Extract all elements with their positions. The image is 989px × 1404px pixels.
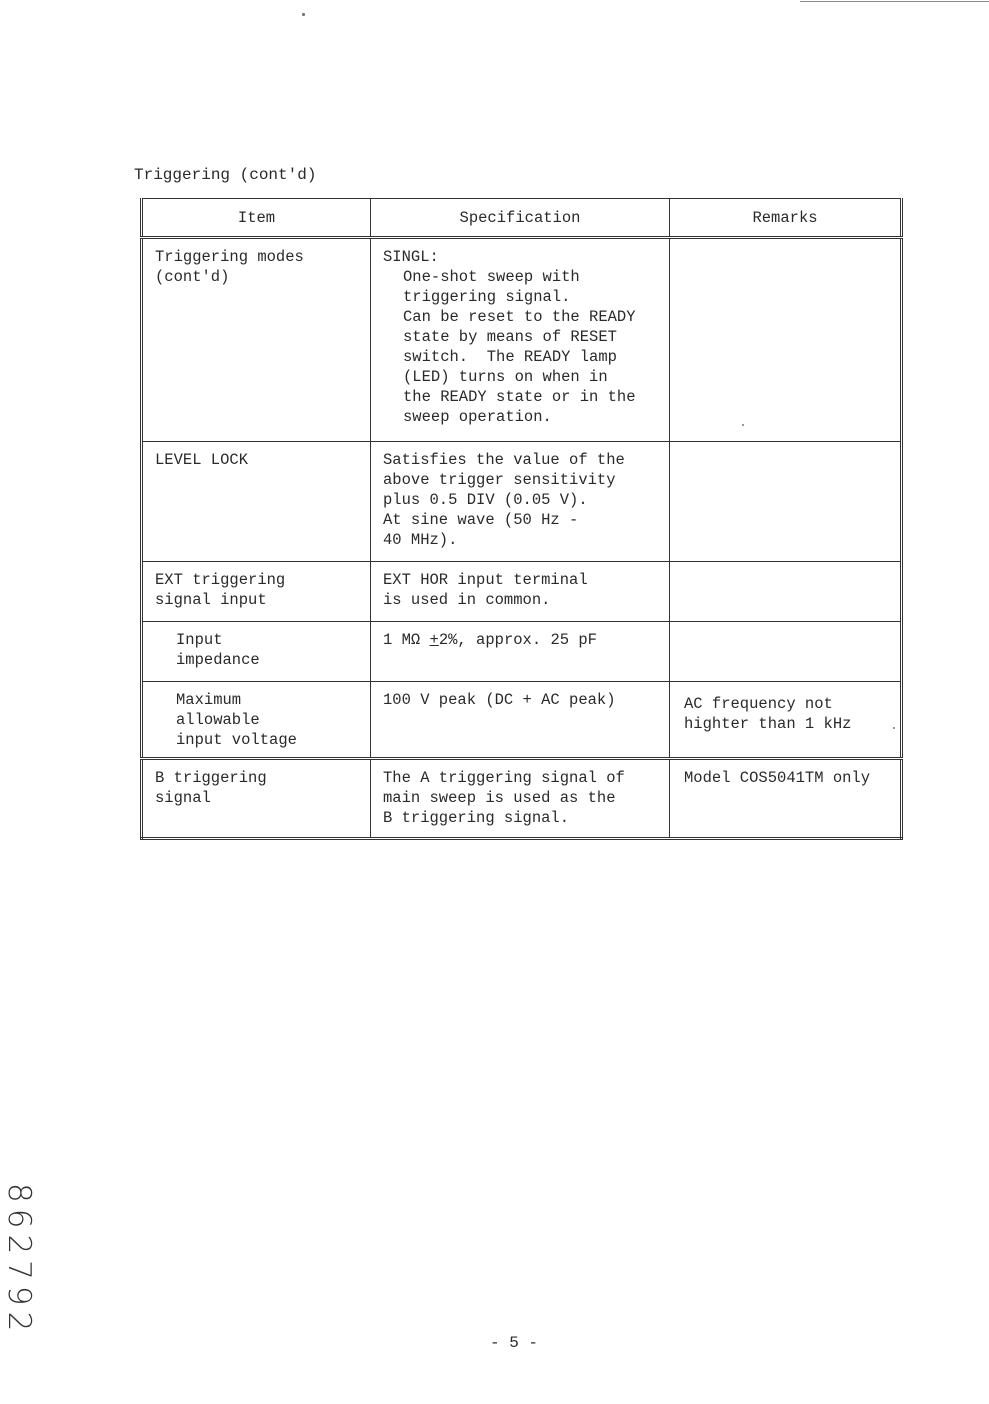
spec-cell <box>371 759 670 839</box>
item-cell <box>142 759 371 839</box>
table-row <box>142 759 902 839</box>
spec-line: B triggering signal. <box>383 809 570 827</box>
spec-line: EXT HOR input terminal <box>383 571 588 589</box>
remarks-cell <box>670 442 902 562</box>
spec-line: above trigger sensitivity <box>383 471 616 489</box>
spec-line: sweep operation. <box>403 408 552 426</box>
item-line: signal <box>155 789 211 807</box>
plus-minus-sign: + <box>429 631 439 649</box>
spec-line: 40 MHz). <box>383 531 458 549</box>
header-remarks: Remarks <box>670 199 902 238</box>
item-line: (cont'd) <box>155 268 230 286</box>
item-cell: LEVEL LOCK <box>142 442 371 562</box>
item-line: signal input <box>155 591 267 609</box>
spec-line: SINGL: <box>383 248 439 266</box>
header-item: Item <box>142 199 371 238</box>
item-line: B triggering <box>155 769 267 787</box>
section-title: Triggering (cont'd) <box>134 166 317 184</box>
spec-line: (LED) turns on when in <box>403 368 608 386</box>
item-cell <box>142 622 371 682</box>
item-line: Triggering modes <box>155 248 304 266</box>
item-line: Input <box>176 631 223 649</box>
item-line: Maximum <box>176 691 242 709</box>
spec-cell <box>371 238 670 442</box>
item-line: allowable <box>176 711 260 729</box>
spec-line: plus 0.5 DIV (0.05 V). <box>383 491 588 509</box>
spec-line: is used in common. <box>383 591 551 609</box>
spec-cell <box>371 622 670 682</box>
remarks-line: AC frequency not <box>684 695 833 713</box>
remarks-cell <box>670 682 902 759</box>
item-cell <box>142 238 371 442</box>
header-specification: Specification <box>371 199 670 238</box>
spec-text: 2%, approx. 25 pF <box>438 631 597 649</box>
spec-cell: 100 V peak (DC + AC peak) <box>371 682 670 759</box>
spec-line: the READY state or in the <box>403 388 636 406</box>
spec-line: At sine wave (50 Hz - <box>383 511 579 529</box>
remarks-cell <box>670 562 902 622</box>
scan-speck <box>302 13 305 16</box>
item-line: EXT triggering <box>155 571 286 589</box>
spec-line: main sweep is used as the <box>383 789 616 807</box>
remarks-cell <box>670 238 902 442</box>
spec-cell <box>371 442 670 562</box>
margin-stamp-number: 862792 <box>1 1183 37 1338</box>
remarks-cell <box>670 622 902 682</box>
spec-line: state by means of RESET <box>403 328 617 346</box>
table-row <box>142 442 902 562</box>
spec-line: switch. The READY lamp <box>403 348 617 366</box>
remarks-line: highter than 1 kHz <box>684 715 852 733</box>
table-header-row <box>142 199 902 238</box>
table-row <box>142 622 902 682</box>
table-row <box>142 562 902 622</box>
table-row <box>142 238 902 442</box>
spec-text: 1 MΩ <box>383 631 430 649</box>
specification-table <box>140 198 903 840</box>
top-edge-rule <box>800 1 989 2</box>
spec-line: The A triggering signal of <box>383 769 625 787</box>
spec-line: triggering signal. <box>403 288 571 306</box>
spec-cell <box>371 562 670 622</box>
item-cell <box>142 562 371 622</box>
spec-line: Satisfies the value of the <box>383 451 625 469</box>
spec-line: One-shot sweep with <box>403 268 580 286</box>
remarks-cell: Model COS5041TM only <box>670 759 902 839</box>
item-cell <box>142 682 371 759</box>
spec-line: Can be reset to the READY <box>403 308 636 326</box>
item-line: impedance <box>176 651 260 669</box>
page-number: - 5 - <box>490 1334 539 1352</box>
table-row <box>142 682 902 759</box>
item-line: input voltage <box>176 731 297 749</box>
